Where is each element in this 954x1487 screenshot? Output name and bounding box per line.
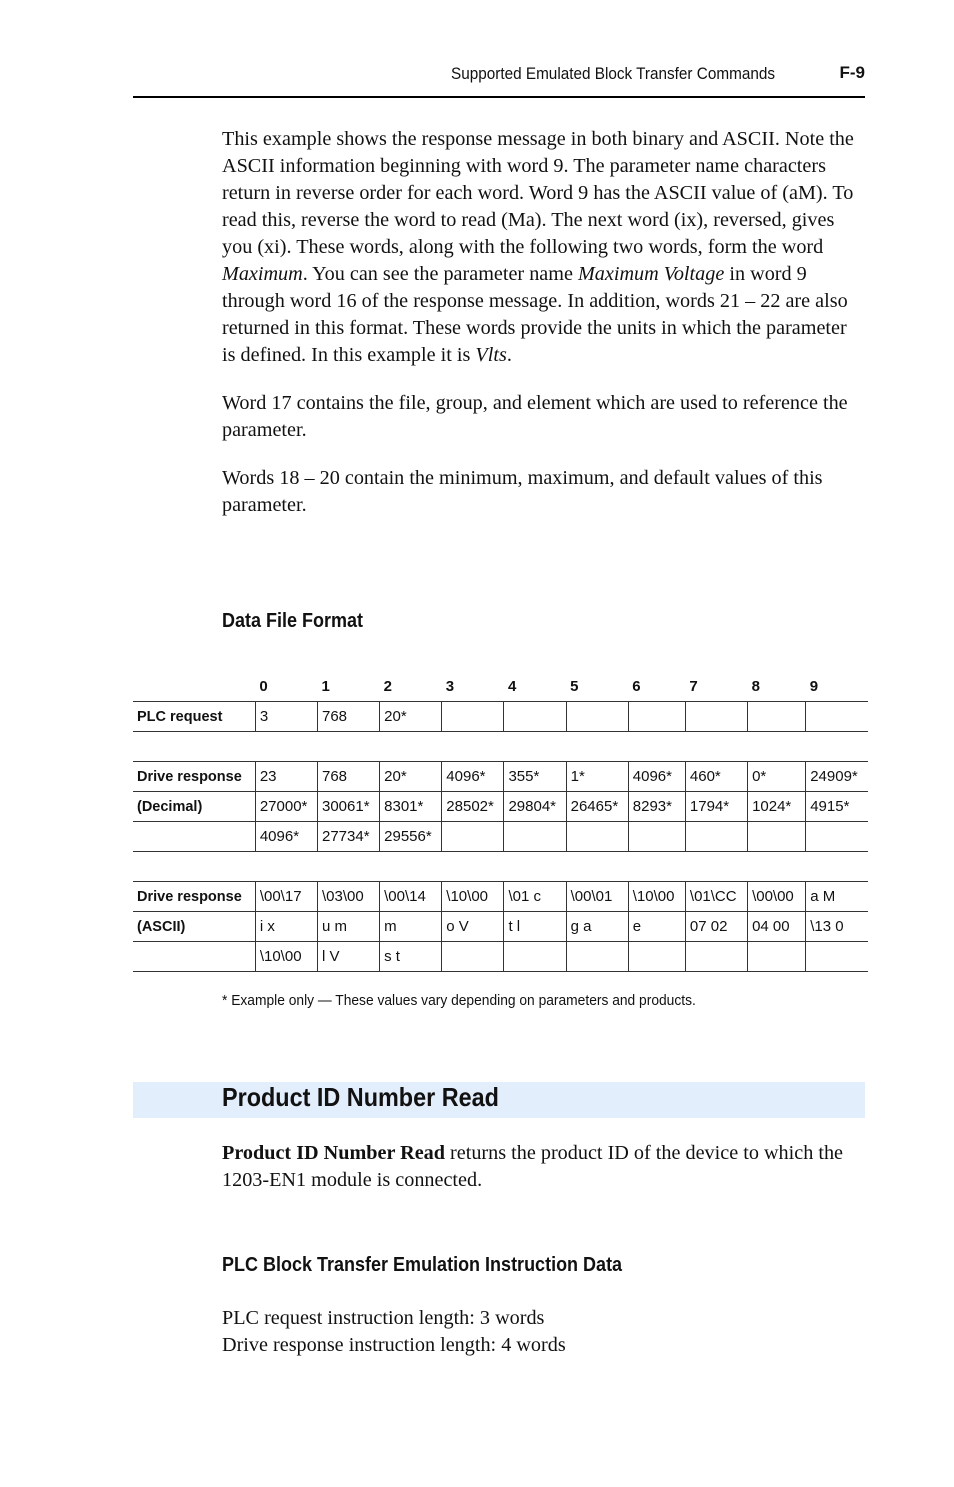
page-number: F-9 xyxy=(839,63,865,82)
column-header: 4 xyxy=(507,677,517,695)
table-cell: \00\00 xyxy=(748,882,806,912)
row-label: (ASCII) xyxy=(133,912,255,942)
column-header: 8 xyxy=(751,677,760,695)
ascii-row-3 xyxy=(133,942,868,972)
table-cell: g a xyxy=(566,912,628,942)
table-cell: 8293* xyxy=(628,792,685,822)
table-cell xyxy=(685,702,747,732)
table-cell: 4915* xyxy=(806,792,868,822)
page-header xyxy=(133,60,865,98)
product-id-heading: Product ID Number Read xyxy=(222,1082,499,1112)
table-cell: 1794* xyxy=(685,792,747,822)
table-cell xyxy=(806,942,868,972)
table-cell xyxy=(566,822,628,852)
table-cell xyxy=(442,702,504,732)
column-header: 6 xyxy=(632,677,641,695)
table-cell: a M xyxy=(806,882,868,912)
table-cell xyxy=(628,942,685,972)
table-cell xyxy=(748,942,806,972)
product-id-paragraph: Product ID Number Read returns the product ID of the device to which the 1203-EN1 module is connected. xyxy=(222,1142,844,1191)
table-cell: e xyxy=(628,912,685,942)
section-heading-band xyxy=(133,1082,865,1118)
table-cell: 20* xyxy=(380,762,442,792)
table-cell: 26465* xyxy=(566,792,628,822)
table-cell: 27734* xyxy=(317,822,379,852)
table-cell xyxy=(442,822,504,852)
table-cell: 1024* xyxy=(748,792,806,822)
table-cell xyxy=(748,702,806,732)
drive-response-length: Drive response instruction length: 4 words xyxy=(222,1334,566,1356)
table-cell: \00\14 xyxy=(380,882,442,912)
intro-text xyxy=(222,126,864,540)
intro-paragraph-3: Words 18 – 20 contain the minimum, maximum, and default values of this parameter. xyxy=(222,467,823,516)
table-cell: \01 c xyxy=(504,882,566,912)
table-cell: i x xyxy=(255,912,317,942)
row-label: PLC request xyxy=(133,702,255,732)
plc-request-row xyxy=(133,702,868,732)
table-cell xyxy=(566,702,628,732)
table-cell: 24909* xyxy=(806,762,868,792)
header-title: Supported Emulated Block Transfer Commands xyxy=(450,64,775,83)
table-cell: 30061* xyxy=(317,792,379,822)
ascii-row-2 xyxy=(133,912,868,942)
ascii-row-1 xyxy=(133,882,868,912)
row-label xyxy=(133,942,255,972)
table-footnote: * Example only — These values vary depending on parameters and products. xyxy=(222,992,696,1009)
table-cell: 768 xyxy=(317,762,379,792)
row-label: Drive response xyxy=(133,882,255,912)
table-cell: 27000* xyxy=(255,792,317,822)
table-cell: \10\00 xyxy=(442,882,504,912)
table-cell xyxy=(685,942,747,972)
column-header-row xyxy=(133,671,868,702)
table-cell xyxy=(504,822,566,852)
intro-paragraph-2: Word 17 contains the file, group, and element which are used to reference the parameter. xyxy=(222,392,848,441)
table-cell xyxy=(442,942,504,972)
table-cell: o V xyxy=(442,912,504,942)
table-cell: 8301* xyxy=(380,792,442,822)
plc-emulation-text xyxy=(222,1305,864,1359)
decimal-row-3 xyxy=(133,822,868,852)
column-header: 5 xyxy=(570,677,579,695)
table-cell: 29804* xyxy=(504,792,566,822)
table-cell xyxy=(806,822,868,852)
decimal-row-1 xyxy=(133,762,868,792)
table-cell: \01\CC xyxy=(685,882,747,912)
table-cell: 4096* xyxy=(442,762,504,792)
row-label: (Decimal) xyxy=(133,792,255,822)
column-header: 2 xyxy=(383,677,392,695)
table-cell xyxy=(504,702,566,732)
table-cell xyxy=(806,702,868,732)
table-cell: t l xyxy=(504,912,566,942)
table-cell: 0* xyxy=(748,762,806,792)
table-cell xyxy=(628,822,685,852)
table-cell: \00\01 xyxy=(566,882,628,912)
table-cell: 355* xyxy=(504,762,566,792)
row-label xyxy=(133,822,255,852)
column-header: 9 xyxy=(809,677,819,695)
table-cell xyxy=(504,942,566,972)
table-cell: u m xyxy=(317,912,379,942)
column-header: 0 xyxy=(259,677,268,695)
table-cell: 04 00 xyxy=(748,912,806,942)
table-cell: 1* xyxy=(566,762,628,792)
table-cell xyxy=(685,822,747,852)
row-label: Drive response xyxy=(133,762,255,792)
table-cell xyxy=(748,822,806,852)
table-cell: s t xyxy=(380,942,442,972)
table-cell: 4096* xyxy=(255,822,317,852)
column-header: 3 xyxy=(445,677,455,695)
table-cell: \03\00 xyxy=(317,882,379,912)
table-cell: 23 xyxy=(255,762,317,792)
table-cell: \13 0 xyxy=(806,912,868,942)
data-file-format-heading: Data File Format xyxy=(222,610,364,632)
table-cell: \10\00 xyxy=(628,882,685,912)
table-cell: 29556* xyxy=(380,822,442,852)
table-cell: m xyxy=(380,912,442,942)
table-cell: 460* xyxy=(685,762,747,792)
data-file-format-table xyxy=(133,671,868,972)
table-cell: 4096* xyxy=(628,762,685,792)
intro-paragraph-1: This example shows the response message in both binary and ASCII. Note the ASCII information beginning with word 9. The parameter name characters return in reverse order for each word. Word 9 has the ASCII value of (aM). To read this, reverse the word to read (Ma). The next word (ix), reversed, gives you (xi). These words, along with the following two words, form the word Maximum. You can see the parameter name Maximum Voltage in word 9 through word 16 of the response message. In addition, words 21 – 22 are also returned in this format. These words provide the units in which the parameter is defined. In this example it is Vlts. xyxy=(222,128,854,366)
plc-request-length: PLC request instruction length: 3 words xyxy=(222,1307,545,1329)
plc-emulation-heading: PLC Block Transfer Emulation Instruction Data xyxy=(222,1254,623,1276)
table-cell: 768 xyxy=(317,702,379,732)
table-cell: l V xyxy=(317,942,379,972)
table-cell: 07 02 xyxy=(685,912,747,942)
table-cell: \00\17 xyxy=(255,882,317,912)
table-cell: 3 xyxy=(255,702,317,732)
table-cell: 20* xyxy=(380,702,442,732)
column-header: 7 xyxy=(689,677,698,695)
table-cell xyxy=(566,942,628,972)
table-cell: 28502* xyxy=(442,792,504,822)
table-cell xyxy=(628,702,685,732)
table-cell: \10\00 xyxy=(255,942,317,972)
column-header: 1 xyxy=(321,677,330,695)
product-id-text xyxy=(222,1140,864,1215)
decimal-row-2 xyxy=(133,792,868,822)
